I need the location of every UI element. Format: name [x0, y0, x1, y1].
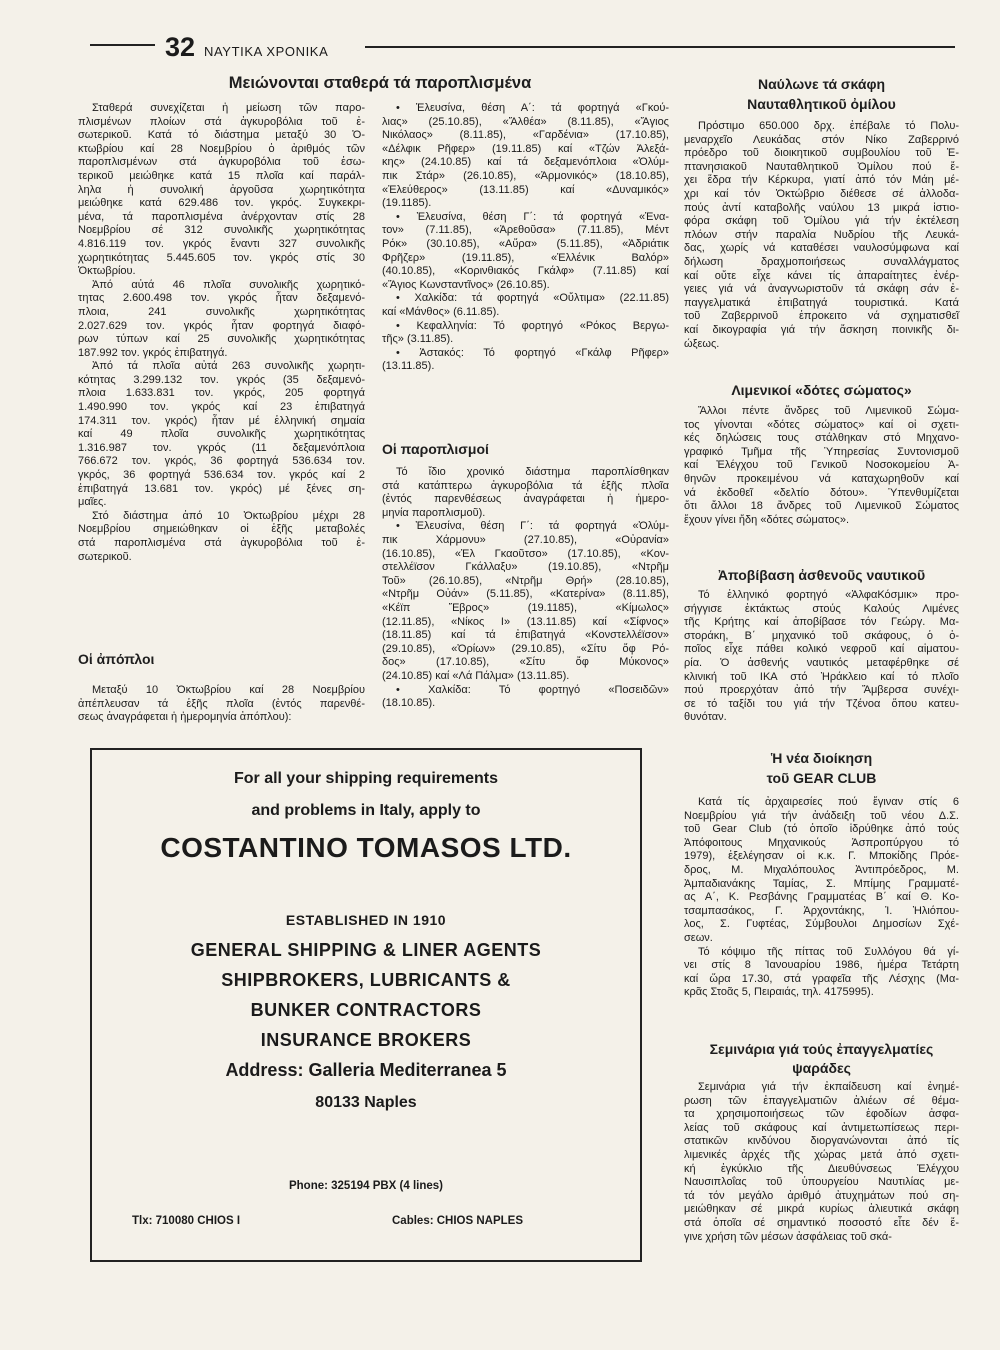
advertisement-box	[90, 748, 642, 1262]
seminars-headline-2: ψαράδες	[792, 1060, 851, 1076]
text-line: πλισμένων πλοίων στά ἀγκυροβόλια τοῦ ἐ-	[78, 115, 365, 128]
text-line: μένα, τά παροπλισμένα ἀνέρχονταν στίς 28	[78, 210, 365, 223]
charter-headline-2: Ναυταθλητικοῦ ὀμίλου	[747, 96, 896, 112]
text-line: Ἀπόφοιτους Μηχανικούς Ἀσπροπύργου τό	[684, 836, 959, 849]
text-line: (16.10.85), «Ἐλ Γκαοῦτσο» (17.10.85), «Κον-	[382, 547, 669, 560]
page-number: 32	[165, 32, 196, 62]
text-line: τα χρησιμοποιήσεως τῶν ἐφοδίων ἀσφα-	[684, 1108, 959, 1121]
ad-established: ESTABLISHED IN 1910	[285, 912, 447, 928]
text-line: καί ὥρα 17.30, στά γραφεῖα τῆς Λέσχης (Μα-	[684, 972, 959, 985]
gear-headline-1: Ἡ νέα διοίκηση	[770, 750, 873, 766]
text-line: μειώθηκε κατά 629.486 τον. γκρός. Συγκεκρι-	[78, 197, 365, 210]
text-line: πικ Στάρ» (26.10.85), «Ἁρμονικός» (18.10.85),	[382, 169, 669, 182]
text-line: τσαμπασάκος, Γ. Ἀρχοντάκης, Ἰ. Ἡλιόπου-	[684, 904, 959, 917]
text-line: • Ἐλευσίνα, θέση Γ΄: τά φορτηγά «Ἐνα-	[396, 210, 669, 223]
text-line: 1.316.987 τον. γκρός (11 δεξαμενόπλοια	[78, 441, 365, 454]
text-line: Κατά τίς ἀρχαιρεσίες πού ἔγιναν στίς 6	[698, 796, 959, 808]
text-line: σεως ἀναγράφεται ἡ ἡμερομηνία ἀπόπλου):	[78, 711, 292, 724]
text-line: 1.490.990 τον. γκρός καί 23 ἐπιβατηγά	[78, 401, 365, 414]
text-line: χωρητικότητας 5.445.605 τον. γκρός στίς 30	[78, 251, 365, 264]
text-line: καί «Μάνθος» (6.11.85).	[382, 305, 500, 318]
text-line: τοῦ Ζαβερρινοῦ ἐπροκειτο νά σχηματισθεῖ	[684, 310, 959, 323]
text-line: κές δηλώσεις τους στάλθηκαν στό Μηχανο-	[684, 432, 959, 445]
text-line: στά κατάπτερω ἀγκυροβόλια τά ἑξῆς πλοῖα	[382, 479, 669, 492]
text-line: παγγελματικά ἐπιβατηγά τουριστικά. Κατά	[684, 296, 959, 309]
text-line: μειώθηκαν σέ μικρά κυρίως ἁλιευτικά σκάφη	[684, 1203, 959, 1216]
text-line: Τό ἑλληνικό φορτηγό «ἈλφαΚόσμικ» προ-	[698, 589, 959, 601]
text-line: Τοῦ» (26.10.85), «Ντρῆμ Θρή» (28.10.85),	[382, 574, 669, 587]
text-line: (40.10.85), «Κορινθιακός Γκάλφ» (7.11.85) καί	[382, 265, 669, 278]
text-line: πούς ἀντί καταβολῆς ναύλου 13 μικρά ἱστιο-	[684, 201, 959, 214]
layup-headline: Μειώνονται σταθερά τά παροπλισμένα	[228, 74, 532, 92]
text-line: στελλέϊσον Γκάλλαξυ» (19.10.85), «Ντρῆμ	[382, 561, 669, 574]
text-line: (12.11.85), «Νίκος Ι» (13.11.85) καί «Σίφνος»	[382, 615, 669, 628]
text-line: θυνόταν.	[684, 711, 727, 724]
text-line: Σταθερά συνεχίζεται ἡ μείωση τῶν παρο-	[92, 102, 365, 114]
text-line: Πρόστιμο 650.000 δρχ. ἐπέβαλε τό Πολυ-	[698, 120, 959, 132]
text-line: τος γίνονται «δότες σώματος» καί οἱ σχετι-	[684, 418, 959, 431]
text-line: «Κέϊπ Ἔβρος» (19.1185), «Κίμωλος»	[382, 601, 669, 614]
text-line: ρωση τῶν ἐπαγγελματιῶν ἁλιέων σέ θέμα-	[684, 1094, 959, 1107]
text-line: «Ντρῆμ Οὐάν» (5.11.85), «Κατερίνα» (8.11.85),	[382, 588, 669, 601]
text-line: θηνῶν προκειμένου νά καταχωρηθοῦν καί	[684, 472, 959, 485]
text-line: ἀπέπλευσαν τά ἑξῆς πλοῖα (ἐντός παρενθέ-	[78, 697, 365, 710]
text-line: • Ἐλευσίνα, θέση Γ΄: τά φορτηγά «Ὀλύμ-	[396, 520, 669, 533]
text-line: σε τό ταξίδι του γιά τήν Τζένοα ὅπου κατευ-	[684, 697, 959, 710]
text-line: φόρα σκάφη τοῦ Ὀμίλου γιά τήν ἐκτέλεση	[684, 215, 959, 228]
text-line: Ἀμπαδιανάκης Ταμίας, Σ. Μπίμης Γραμματέ-	[684, 877, 959, 890]
text-line: χει ἕδρα τήν Κέρκυρα, γιατί ἀπό τόν Μάη μέ-	[684, 174, 959, 187]
text-line: Σεμινάρια γιά τήν ἐκπαίδευση καί ἐνημέ-	[698, 1081, 959, 1093]
text-line: στά παροπλισμένα στά ἀγκυροβόλια τοῦ ἐ-	[78, 537, 365, 549]
text-line: στά ὁποῖα σέ σημαντικό ποσοστό εἶτε δέν ἔ-	[684, 1216, 959, 1229]
text-line: Ρόκ» (30.10.85), «Αὔρα» (5.11.85), «Ἀδριάτικ	[382, 237, 669, 250]
text-line: σεων.	[684, 931, 713, 944]
text-line: πλοια 1.633.831 τον. γκρός, 205 φορτηγά	[78, 387, 365, 400]
text-line: Τό κόψιμο τῆς πίττας τοῦ Συλλόγου θά γί-	[698, 945, 959, 958]
text-line: δρος, Μ. Μιχαλόπουλος Ἀντιπρόεδρος, Μ.	[684, 863, 959, 876]
text-line: ας Α΄, Κ. Ρεσβάνης Γραμματέας Β΄ καί Θ. Κο-	[684, 891, 959, 904]
text-line: κρᾶς Στοᾶς 5, Πειραιάς, τηλ. 4175995).	[684, 986, 874, 999]
text-line: μαῖες.	[78, 496, 107, 509]
text-line: Στό διάστημα ἀπό 10 Ὀκτωβρίου μέχρι 28	[92, 509, 365, 522]
departures-heading: Οἱ ἀπόπλοι	[78, 651, 155, 667]
text-line: πλόων στήν παραλία Νυδρίου τῆς Λευκά-	[684, 228, 959, 241]
text-line: πού προερχόταν ἀπό τήν Ἄμβερσα συνέχι-	[684, 684, 959, 697]
ad-line-2: and problems in Italy, apply to	[251, 802, 481, 819]
text-line: ποῖος εἶχε πάθει κολικό νεφροῦ καί αἱματου-	[684, 643, 959, 656]
text-line: δας, χωρίς νά καταθέσει ναυλοσύμφωνα καί	[684, 242, 959, 255]
text-line: • Χαλκίδα: Τό φορτηγό «Ποσειδῶν»	[396, 683, 669, 696]
layup-body	[78, 102, 365, 564]
text-line: τον» (7.11.85), «Ἀρεθοῦσα» (7.11.85), Μέντ	[382, 224, 669, 237]
ad-service-2: SHIPBROKERS, LUBRICANTS &	[221, 970, 511, 990]
text-line: τῆς Κρήτης καί ἀποβίβασε τόν Γεώργ. Μα-	[684, 616, 959, 629]
ad-service-1: GENERAL SHIPPING & LINER AGENTS	[190, 940, 542, 960]
text-line: πικ Χάρμονυ» (27.10.85), «Οὐρανία»	[382, 533, 669, 546]
ad-company: COSTANTINO TOMASOS LTD.	[160, 832, 572, 863]
text-line: παροπλισμένων στά ἀγκυροβόλια τοῦ ἐσω-	[78, 156, 365, 169]
text-line: καί 49 πλοῖα συνολικῆς χωρητικότητας	[78, 428, 365, 441]
text-line: γειες γιά νά ἀναγνωριστοῦν τά σκάφη σάν ἐ-	[684, 283, 959, 296]
donors-body	[684, 405, 959, 527]
text-line: «Δέλφικ Ρῆφερ» (19.11.85) καί «Τζών Ἀλεξά-	[382, 142, 669, 155]
text-line: Νοεμβρίου γιά τήν ἀνάδειξη τοῦ νέου Δ.Σ.	[684, 809, 959, 822]
text-line: (24.10.85) καί «Λά Πάλμα» (13.11.85).	[382, 669, 570, 682]
text-line: • Κεφαλληνία: Τό φορτηγό «Ρόκος Βεργω-	[396, 319, 669, 332]
sailor-body	[684, 589, 959, 725]
text-line: 174.311 τον. γκρός) ἦταν μέ ἑλληνική σημαία	[78, 414, 365, 427]
text-line: τοῦ Gear Club (τό ὁποῖο ἱδρύθηκε ἀπό τούς	[684, 823, 959, 836]
text-line: νει στίς 8 Ἰανουαρίου 1986, ἡμέρα Τετάρτη	[684, 959, 959, 972]
text-line: (18.10.85).	[382, 697, 436, 710]
text-line: λιμενικές ἀρχές τῆς χώρας μετά ἀπό σχετι-	[684, 1148, 959, 1161]
publication-name: ΝΑΥΤΙΚΑ ΧΡΟΝΙΚΑ	[204, 44, 329, 59]
ad-phone: Phone: 325194 PBX (4 lines)	[288, 1180, 444, 1192]
text-line: κτωβρίου καί 28 Νοεμβρίου ὁ ἀριθμός τῶν	[78, 142, 365, 155]
text-line: δήλωση δραχμοποιήσεως συναλλάγματος	[684, 255, 959, 268]
text-line: τῆς» (3.11.85).	[382, 333, 454, 346]
text-line: ἐπιβατηγά 13.681 τον. γκρός) μέ ξένες ση-	[78, 482, 365, 495]
text-line: ληλα ἡ συνολική ἀργοῦσα χωρητικότητα	[78, 183, 365, 196]
text-line: σήγγισε ἐκτάκτως στούς Καλούς Λιμένες	[684, 602, 959, 615]
layups-body	[382, 466, 669, 711]
text-line: Ἀπό αὐτά 46 πλοῖα συνολικῆς χωρητικό-	[92, 278, 365, 291]
text-line: Μεταξύ 10 Ὀκτωβρίου καί 28 Νοεμβρίου	[92, 684, 365, 696]
text-line: (18.11.85) καί τά ἐπιβατηγά «Κονστελλέϊσον»	[382, 629, 669, 642]
text-line: χρι καί τόν Ὀκτώβριο διέθεσε σέ ἀλλοδα-	[684, 187, 959, 200]
ad-service-3: BUNKER CONTRACTORS	[250, 1000, 482, 1020]
charter-headline-1: Ναύλωνε τά σκάφη	[757, 76, 886, 92]
text-line: στατικῶν κινδύνου διοργανώνονται ἀπό τίς	[684, 1135, 959, 1148]
text-line: πτανησιακοῦ Ναυταθλητικοῦ Ὀμίλου πού ἔ-	[684, 160, 959, 173]
ad-cables: Cables: CHIOS NAPLES	[392, 1215, 523, 1227]
text-line: (19.1185).	[382, 197, 432, 210]
header-rule-right	[365, 46, 955, 48]
text-line: 2.027.629 τον. γκρός ἦταν φορτηγά διαφό-	[78, 319, 365, 332]
text-line: ρων τύπων καί 25 συνολικῆς χωρητικότητας	[78, 333, 365, 346]
text-line: κή ἐγκύκλιο τῆς Διευθύνσεως Ἐλέγχου	[684, 1162, 959, 1175]
text-line: γραφικό Τμῆμα τῆς Ὑπηρεσίας Συντονισμοῦ	[684, 445, 959, 458]
gear-body	[684, 796, 959, 1000]
ad-telex: Tlx: 710080 CHIOS I	[132, 1215, 241, 1227]
text-line: Νοεμβρίου σημειώθηκαν οἱ ἑξῆς μεταβολές	[78, 523, 365, 536]
text-line: (ἐντός παρενθέσεως ἀναγράφεται ἡ ἡμερο-	[382, 493, 669, 506]
text-line: • Χαλκίδα: τά φορτηγά «Οὔλτιμα» (22.11.85)	[396, 292, 669, 305]
text-line: (13.11.85).	[382, 360, 435, 373]
seminars-body	[684, 1081, 959, 1244]
text-line: κότητας 3.299.132 τον. γκρός (35 δεξαμενό-	[78, 373, 365, 386]
text-line: κλινική τοῦ ΙΚΑ στό Ἡράκλειο καί τό πλοῖο	[684, 670, 959, 683]
text-line: στοράκη, Β΄ μηχανικό τοῦ σκάφους, ὁ ὁ-	[684, 629, 959, 642]
text-line: ώξεως.	[684, 337, 720, 350]
text-line: 1979), ἐξελέγησαν οἱ κ.κ. Γ. Μποκίδης Πρόε-	[684, 850, 959, 863]
text-line: 4.816.119 τον. γκρός ἔναντι 327 συνολικῆς	[78, 237, 365, 250]
text-line: ρία. Ὁ ἀσθενής ναυτικός μεταφέρθηκε σέ	[684, 656, 959, 669]
text-line: μηνία παροπλισμοῦ).	[382, 506, 486, 519]
gear-headline-2: τοῦ GEAR CLUB	[766, 770, 877, 786]
sailor-headline: Ἀποβίβαση ἀσθενοῦς ναυτικοῦ	[717, 567, 926, 583]
text-line: καί οὔτε εἶχε κάνει τίς ἀπαραίτητες ἐνέρ-	[684, 269, 959, 282]
text-line: κης» (24.10.85) καί τά δεξαμενόπλοια «Ὀλύμ-	[382, 156, 669, 169]
ad-city: 80133 Naples	[315, 1094, 417, 1111]
text-line: γκρός, 36 φορτηγά 536.634 τον. γκρός καί 2	[78, 469, 365, 482]
text-line: πλοια, 241 συνολικῆς χωρητικότητας	[78, 305, 365, 318]
header-rule-left	[90, 44, 155, 46]
text-line: 766.672 τον. γκρός, 36 φορτηγά 536.634 τον.	[78, 455, 365, 468]
text-line: • Ἀστακός: Τό φορτηγό «Γκάλφ Ρῆφερ»	[396, 346, 669, 359]
departures-list	[382, 102, 669, 374]
charter-body	[684, 120, 959, 351]
text-line: • Ἐλευσίνα, θέση Α΄: τά φορτηγά «Γκού-	[396, 102, 669, 114]
text-line: σωτερικοῦ.	[78, 550, 132, 563]
text-line: καί Ἐλέγχου τοῦ Γενικοῦ Νοσοκομείου Ἀ-	[684, 459, 959, 472]
ad-line-1: For all your shipping requirements	[233, 770, 499, 787]
text-line: μεναρχεῖο Λευκάδας στόν Νίκο Ζαβερρινό	[684, 133, 959, 146]
seminars-headline-1: Σεμινάρια γιά τούς ἐπαγγελματίες	[709, 1041, 934, 1057]
text-line: λος, Σ. Γυφτέας, Σύμβουλοι Δημοσίων Σχέ-	[684, 918, 959, 931]
text-line: Ὀκτωβρίου.	[78, 265, 136, 278]
text-line: καί δικογραφία γιά τήν ἄσκηση ποινικῆς δι-	[684, 323, 959, 336]
text-line: ἔχουν γίνει ἤδη «δότες σώματος».	[684, 513, 849, 526]
text-line: τητας 2.600.498 τον. γκρός ἦταν δεξαμενό-	[78, 292, 365, 305]
text-line: τερικοῦ μειώθηκε κατά 15 πλοῖα καί παράλ-	[78, 169, 365, 182]
text-line: Τό ἴδιο χρονικό διάστημα παροπλίσθηκαν	[396, 466, 669, 478]
text-line: Ἀπό τά πλοῖα αὐτά 263 συνολικῆς χωρητι-	[92, 360, 365, 373]
text-line: Νικόλαος» (8.11.85), «Γαρδένια» (17.10.85),	[382, 129, 669, 142]
text-line: νά ἐκδοθεῖ «δελτίο δότου». Ὑπενθυμίζεται	[684, 486, 959, 499]
text-line: Ἄλλοι πέντε ἄνδρες τοῦ Λιμενικοῦ Σώμα-	[698, 405, 959, 417]
donors-headline: Λιμενικοί «δότες σώματος»	[731, 382, 912, 398]
text-line: Ναυσιπλοΐας τοῦ ὑπουργείου Ναυτιλίας με-	[684, 1176, 959, 1189]
text-line: τά τόν μεγάλο ἀριθμό ἀτυχημάτων πού ση-	[684, 1189, 959, 1202]
text-line: γινε χρήση τῶν μέσων ἀσφάλειας τοῦ σκά-	[684, 1230, 892, 1243]
text-line: 187.992 τον. γκρός ἐπιβατηγά.	[78, 346, 228, 359]
text-line: ὅτι ἄλλοι 18 ἄνδρες τοῦ Λιμενικοῦ Σώματος	[684, 500, 959, 513]
text-line: λιας» (25.10.85), «Ἄλθέα» (8.11.85), «Ἅγιος	[382, 115, 669, 128]
text-line: «Ἅγιος Κωνσταντῖνος» (26.10.85).	[382, 278, 550, 291]
layups-heading: Οἱ παροπλισμοί	[382, 441, 489, 457]
ad-address: Address: Galleria Mediterranea 5	[225, 1060, 507, 1080]
text-line: (29.10.85), «Ὀρίων» (29.10.85), «Σίτυ ὄφ Ρό-	[382, 642, 669, 655]
text-line: Φρῆζερ» (19.11.85), «Ἑλλένικ Βαλόρ»	[382, 251, 669, 264]
text-line: Νοεμβρίου σέ 312 συνολικῆς χωρητικότητας	[78, 224, 365, 237]
text-line: «Ἐλεύθερος» (13.11.85) καί «Δυναμικός»	[382, 183, 669, 196]
ad-service-4: INSURANCE BROKERS	[260, 1030, 472, 1050]
text-line: πρόεδρο τοῦ διοικητικοῦ συμβουλίου τοῦ Ἐ-	[684, 147, 959, 160]
text-line: δος» (17.10.85), «Σίτυ ὄφ Μύκονος»	[382, 656, 669, 669]
text-line: σωτερικοῦ. Κατά τό διάστημα μεταξύ 30 Ὀ-	[78, 129, 365, 142]
departures-body	[78, 684, 365, 725]
text-line: λείας τοῦ σκάφους καί ἀντιμετωπίσεως περι-	[684, 1121, 959, 1134]
